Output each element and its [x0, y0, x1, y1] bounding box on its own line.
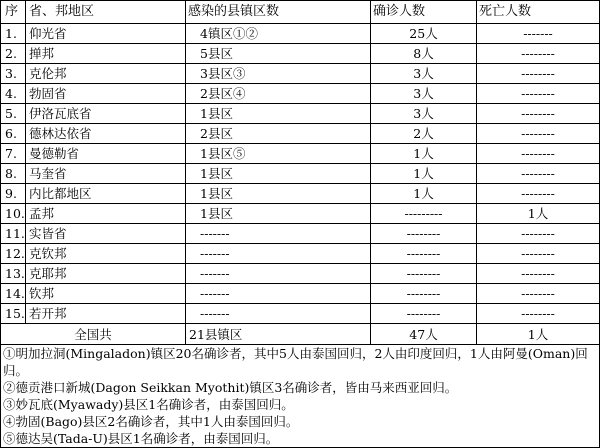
cell-deaths: --------: [477, 164, 600, 184]
cell-deaths: 1人: [477, 204, 600, 224]
cell-cases: 1人: [371, 184, 477, 204]
cell-cases: 2人: [371, 124, 477, 144]
cell-region: 马奎省: [26, 164, 186, 184]
table-row: [1, 144, 600, 164]
cell-region: 克耶邦: [26, 264, 186, 284]
footnote: ⑤德达吴(Tada-U)县区1名确诊者，由泰国回归。: [1, 430, 600, 448]
total-label: 全国共: [1, 324, 186, 345]
cell-seq: 9.: [1, 184, 26, 204]
total-row: [1, 324, 600, 345]
table-row: [1, 264, 600, 284]
cell-region: 钦邦: [26, 284, 186, 304]
cell-deaths: -------: [477, 24, 600, 44]
cell-region: 实皆省: [26, 224, 186, 244]
cell-deaths: --------: [477, 304, 600, 324]
cell-towns: -------: [186, 284, 371, 304]
cell-region: 孟邦: [26, 204, 186, 224]
note-row: [1, 430, 600, 448]
table-row: [1, 224, 600, 244]
cell-cases: 25人: [371, 24, 477, 44]
note-row: [1, 379, 600, 396]
cell-deaths: --------: [477, 44, 600, 64]
cell-deaths: --------: [477, 124, 600, 144]
note-row: [1, 396, 600, 413]
total-towns: 21县镇区: [186, 324, 371, 345]
cell-cases: ---------: [371, 204, 477, 224]
cell-cases: 8人: [371, 44, 477, 64]
footnote: ②德贡港口新城(Dagon Seikkan Myothit)镇区3名确诊者，皆由马来西亚回归。: [1, 379, 600, 396]
cell-deaths: --------: [477, 144, 600, 164]
header-cases: 确诊人数: [371, 1, 477, 24]
cell-cases: --------: [371, 224, 477, 244]
cell-deaths: --------: [477, 64, 600, 84]
cell-towns: 2县区④: [186, 84, 371, 104]
cell-cases: --------: [371, 244, 477, 264]
table-row: [1, 104, 600, 124]
table-row: [1, 124, 600, 144]
table-row: [1, 204, 600, 224]
cell-seq: 3.: [1, 64, 26, 84]
table-row: [1, 84, 600, 104]
table-row: [1, 304, 600, 324]
footnote: ④勃固(Bago)县区2名确诊者，其中1人由泰国回归。: [1, 413, 600, 430]
cell-deaths: --------: [477, 104, 600, 124]
cell-towns: 1县区: [186, 184, 371, 204]
cell-cases: --------: [371, 304, 477, 324]
table-row: [1, 24, 600, 44]
cell-region: 伊洛瓦底省: [26, 104, 186, 124]
note-row: [1, 413, 600, 430]
table-row: [1, 284, 600, 304]
cell-towns: 5县区: [186, 44, 371, 64]
cell-region: 克钦邦: [26, 244, 186, 264]
cell-seq: 2.: [1, 44, 26, 64]
cell-region: 若开邦: [26, 304, 186, 324]
footnote: ①明加拉洞(Mingaladon)镇区20名确诊者，其中5人由泰国回归，2人由印度回归，1人由阿曼(Oman)回归。: [1, 345, 600, 380]
header-deaths: 死亡人数: [477, 1, 600, 24]
cell-cases: 3人: [371, 64, 477, 84]
cell-deaths: --------: [477, 264, 600, 284]
cell-seq: 6.: [1, 124, 26, 144]
cell-towns: 1县区⑤: [186, 144, 371, 164]
cell-towns: 2县区: [186, 124, 371, 144]
footnote: ③妙瓦底(Myawady)县区1名确诊者，由泰国回归。: [1, 396, 600, 413]
cell-towns: 4镇区①②: [186, 24, 371, 44]
cell-seq: 7.: [1, 144, 26, 164]
table-row: [1, 184, 600, 204]
cell-seq: 14.: [1, 284, 26, 304]
cell-seq: 15.: [1, 304, 26, 324]
cell-cases: 3人: [371, 104, 477, 124]
cell-towns: -------: [186, 244, 371, 264]
cell-towns: 1县区: [186, 164, 371, 184]
cell-region: 勃固省: [26, 84, 186, 104]
header-region: 省、邦地区: [26, 1, 186, 24]
table-row: [1, 244, 600, 264]
cell-towns: 3县区③: [186, 64, 371, 84]
table-row: [1, 164, 600, 184]
cell-deaths: --------: [477, 224, 600, 244]
cell-seq: 13.: [1, 264, 26, 284]
cell-cases: 1人: [371, 144, 477, 164]
cell-deaths: --------: [477, 244, 600, 264]
header-row: [1, 1, 600, 24]
cell-towns: 1县区: [186, 104, 371, 124]
cell-seq: 4.: [1, 84, 26, 104]
cell-seq: 12.: [1, 244, 26, 264]
cell-deaths: --------: [477, 284, 600, 304]
cell-seq: 10.: [1, 204, 26, 224]
cell-cases: 1人: [371, 164, 477, 184]
cell-cases: --------: [371, 284, 477, 304]
cell-towns: -------: [186, 264, 371, 284]
total-cases: 47人: [371, 324, 477, 345]
cell-region: 德林达依省: [26, 124, 186, 144]
cell-seq: 5.: [1, 104, 26, 124]
cell-towns: -------: [186, 224, 371, 244]
cell-region: 曼德勒省: [26, 144, 186, 164]
total-deaths: 1人: [477, 324, 600, 345]
cell-seq: 11.: [1, 224, 26, 244]
header-seq: 序: [1, 1, 26, 24]
cell-seq: 1.: [1, 24, 26, 44]
cell-deaths: --------: [477, 84, 600, 104]
cell-cases: --------: [371, 264, 477, 284]
cell-seq: 8.: [1, 164, 26, 184]
note-row: [1, 345, 600, 380]
table-row: [1, 44, 600, 64]
cell-cases: 3人: [371, 84, 477, 104]
cell-region: 掸邦: [26, 44, 186, 64]
cell-region: 内比都地区: [26, 184, 186, 204]
cell-towns: 1县区: [186, 204, 371, 224]
table-row: [1, 64, 600, 84]
header-towns: 感染的县镇区数: [186, 1, 371, 24]
cell-deaths: --------: [477, 184, 600, 204]
cell-region: 仰光省: [26, 24, 186, 44]
cell-towns: -------: [186, 304, 371, 324]
cell-region: 克伦邦: [26, 64, 186, 84]
